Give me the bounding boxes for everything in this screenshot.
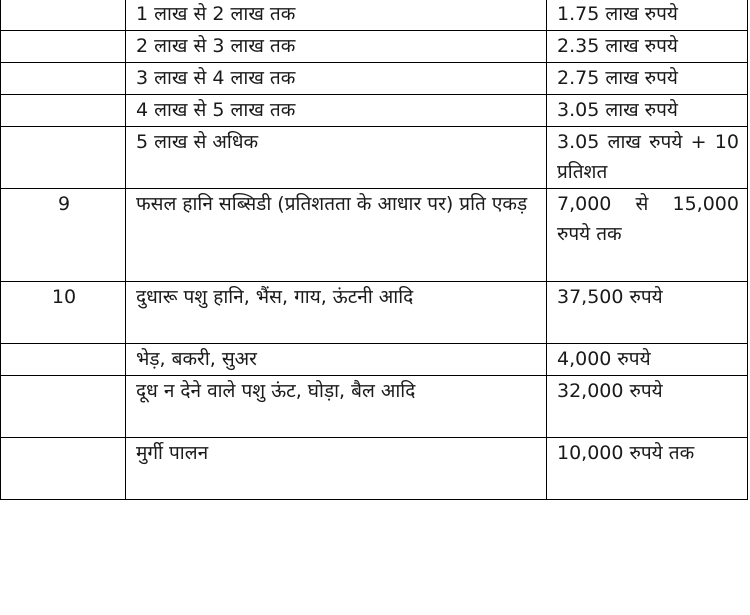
description-cell: मुर्गी पालन xyxy=(126,438,547,500)
table-row xyxy=(1,95,748,127)
description-cell: 3 लाख से 4 लाख तक xyxy=(126,63,547,95)
table-row xyxy=(1,63,748,95)
table-row xyxy=(1,344,748,376)
amount-cell: 3.05 लाख रुपये + 10 प्रतिशत xyxy=(547,127,748,189)
amount-cell: 37,500 रुपये xyxy=(547,282,748,344)
table-row xyxy=(1,376,748,438)
amount-cell: 4,000 रुपये xyxy=(547,344,748,376)
table-row xyxy=(1,31,748,63)
amount-cell: 1.75 लाख रुपये xyxy=(547,0,748,31)
serial-cell xyxy=(1,95,126,127)
table-row xyxy=(1,438,748,500)
amount-cell: 2.75 लाख रुपये xyxy=(547,63,748,95)
description-cell: फसल हानि सब्सिडी (प्रतिशतता के आधार पर) प्रति एकड़ xyxy=(126,189,547,282)
serial-cell xyxy=(1,0,126,31)
serial-cell: 10 xyxy=(1,282,126,344)
serial-cell xyxy=(1,127,126,189)
serial-cell xyxy=(1,63,126,95)
serial-cell xyxy=(1,438,126,500)
description-cell: दुधारू पशु हानि, भैंस, गाय, ऊंटनी आदि xyxy=(126,282,547,344)
description-cell: 2 लाख से 3 लाख तक xyxy=(126,31,547,63)
amount-cell: 7,000 से 15,000 रुपये तक xyxy=(547,189,748,282)
description-cell: भेड़, बकरी, सुअर xyxy=(126,344,547,376)
serial-cell xyxy=(1,31,126,63)
serial-cell xyxy=(1,344,126,376)
amount-cell: 2.35 लाख रुपये xyxy=(547,31,748,63)
amount-cell: 32,000 रुपये xyxy=(547,376,748,438)
serial-cell xyxy=(1,376,126,438)
amount-cell: 3.05 लाख रुपये xyxy=(547,95,748,127)
table-row xyxy=(1,282,748,344)
description-cell: 1 लाख से 2 लाख तक xyxy=(126,0,547,31)
serial-cell: 9 xyxy=(1,189,126,282)
amount-cell: 10,000 रुपये तक xyxy=(547,438,748,500)
table-row xyxy=(1,127,748,189)
table-row xyxy=(1,0,748,31)
description-cell: 5 लाख से अधिक xyxy=(126,127,547,189)
description-cell: दूध न देने वाले पशु ऊंट, घोड़ा, बैल आदि xyxy=(126,376,547,438)
table-row xyxy=(1,189,748,282)
description-cell: 4 लाख से 5 लाख तक xyxy=(126,95,547,127)
